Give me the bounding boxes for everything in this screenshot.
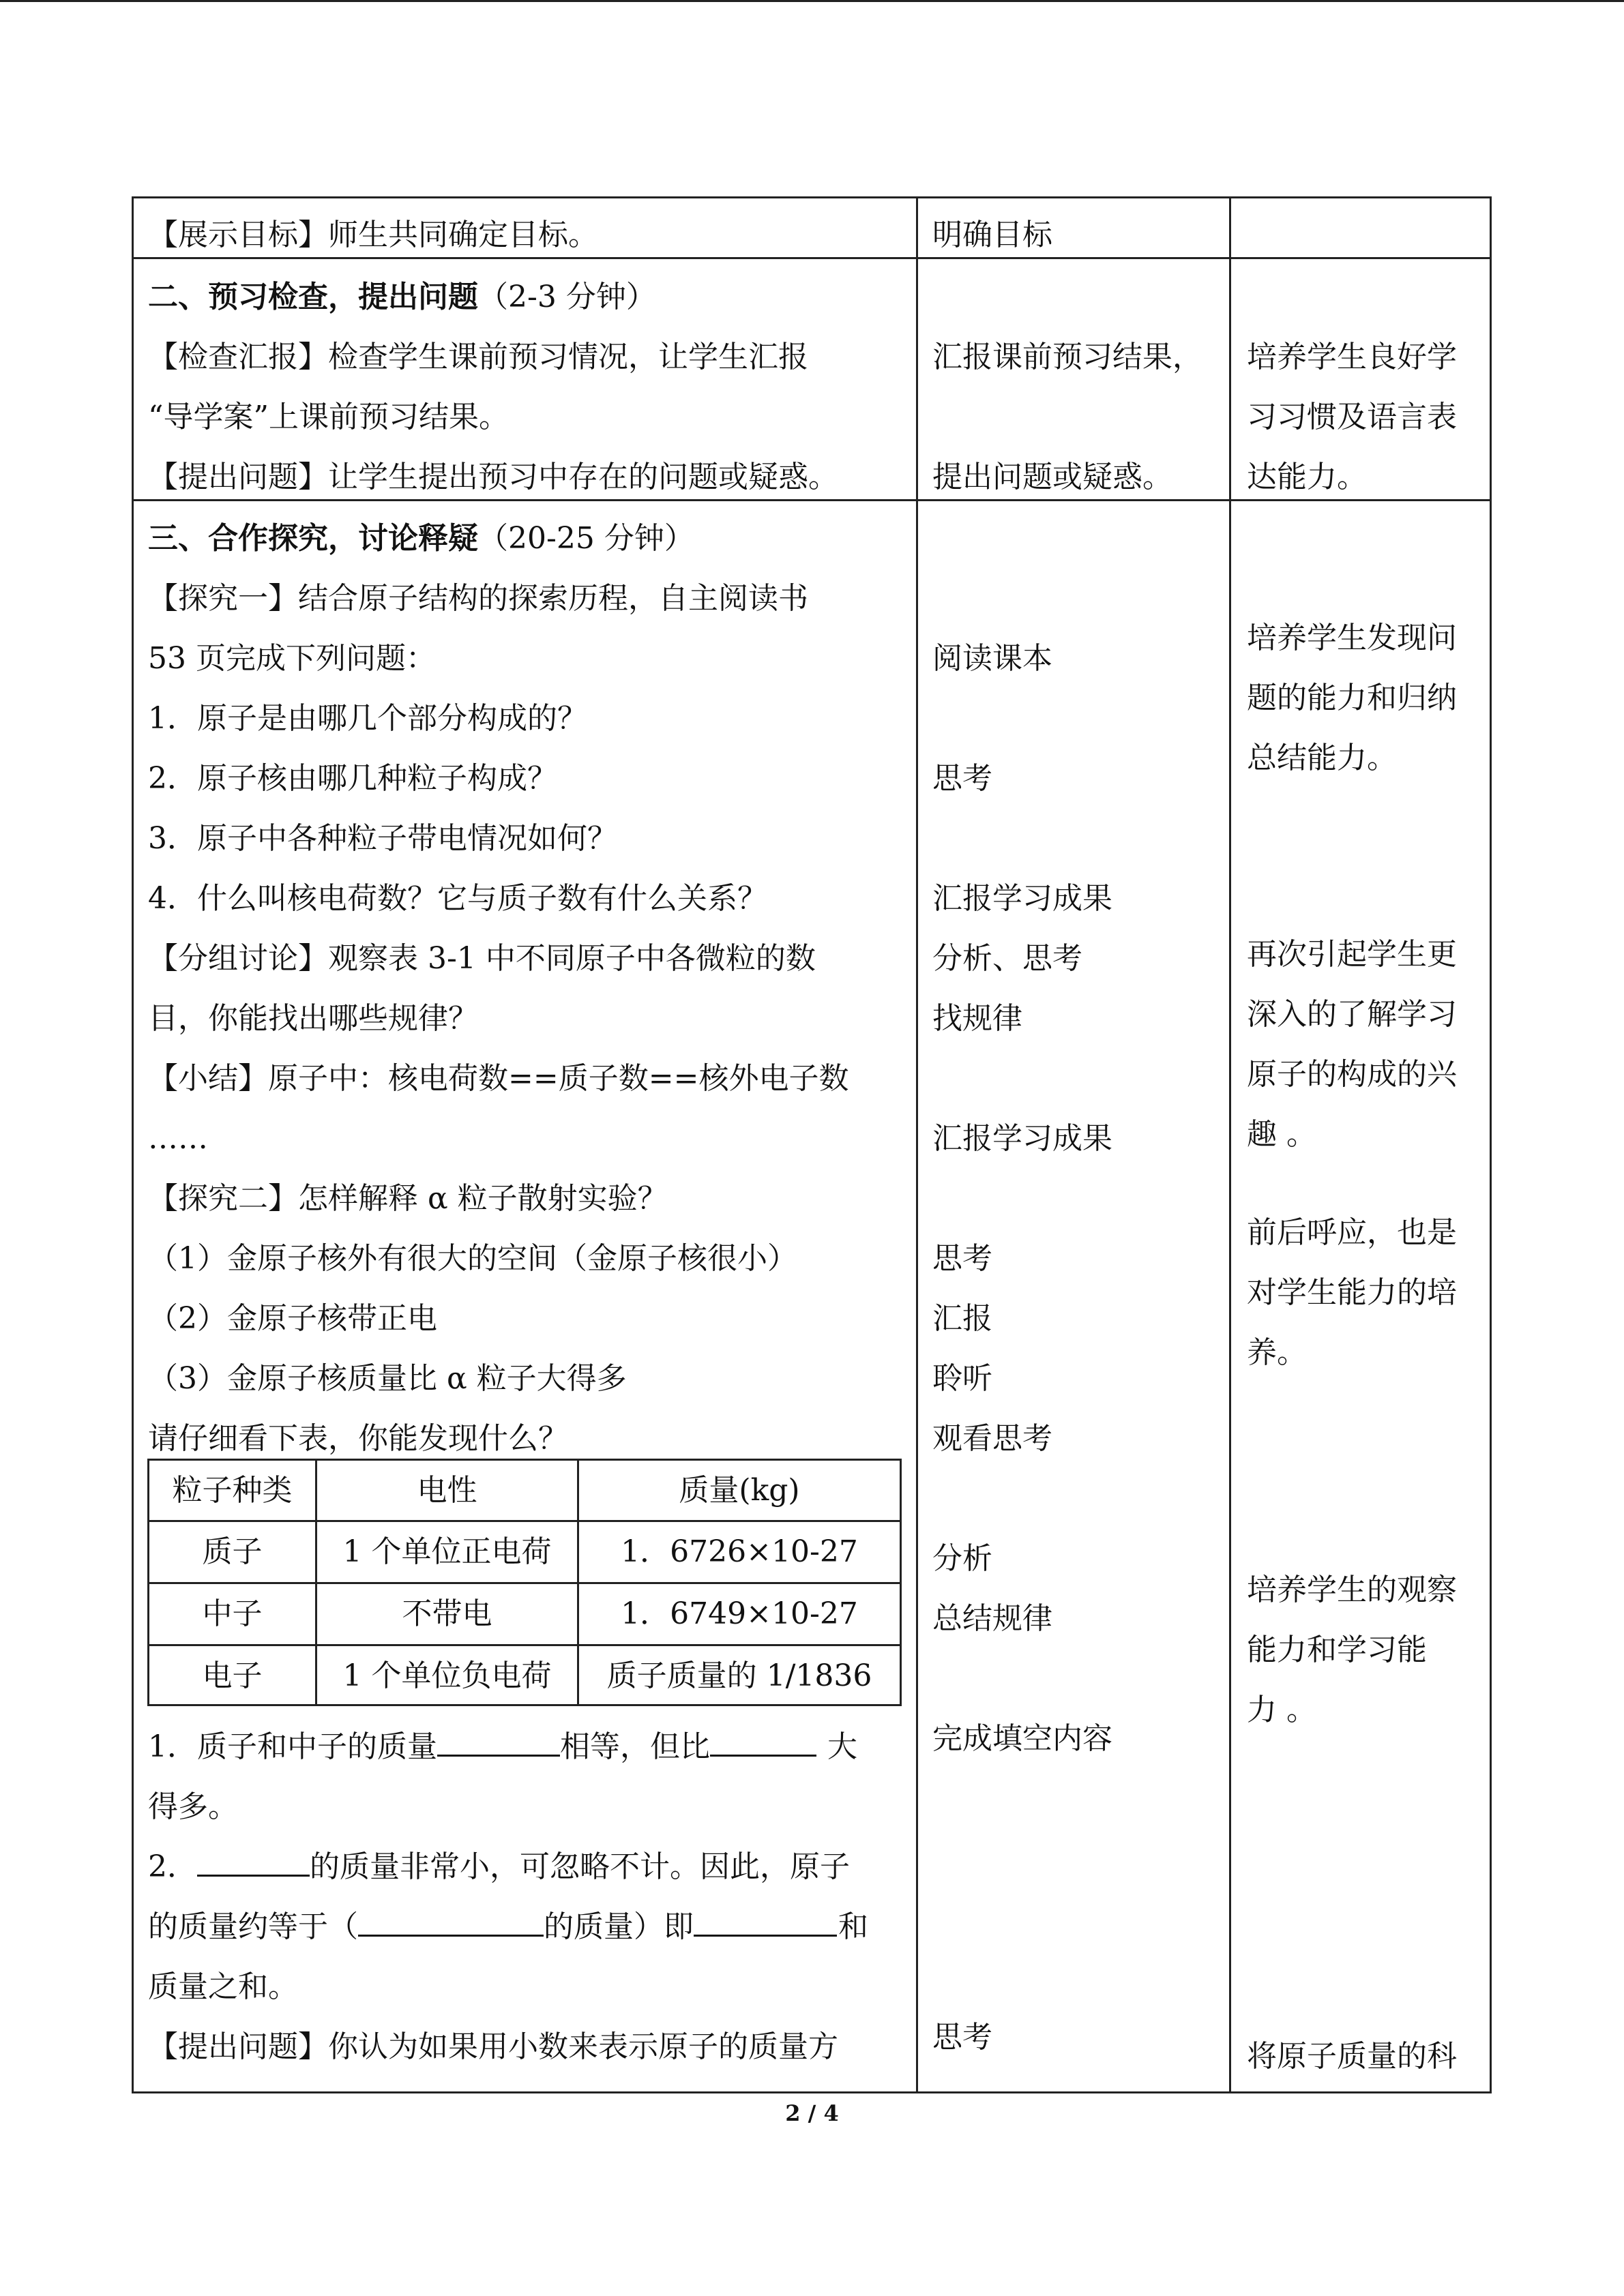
fill-text: 大 xyxy=(827,1729,857,1764)
design-intent: 培养学生良好学 xyxy=(1247,340,1457,374)
left-line: （1）金原子核外有很大的空间（金原子核很小） xyxy=(148,1241,797,1276)
student-activity: 分析、思考 xyxy=(932,941,1082,976)
left-line: …… xyxy=(148,1121,208,1156)
student-activity: 找规律 xyxy=(932,1001,1022,1036)
section-heading-preview xyxy=(148,277,656,318)
left-line: 请仔细看下表，你能发现什么？ xyxy=(148,1421,568,1456)
section-heading-explore xyxy=(148,518,694,559)
left-line: 53 页完成下列问题： xyxy=(148,641,436,676)
student-activity: 总结规律 xyxy=(932,1601,1052,1636)
design-intent: 对学生能力的培 xyxy=(1247,1275,1457,1310)
fill-text: 的质量约等于（ xyxy=(148,1909,358,1944)
design-intent: 养。 xyxy=(1247,1335,1307,1370)
table-header-cell: 粒子种类 xyxy=(172,1473,293,1508)
left-line: 【小结】原子中：核电荷数==质子数==核外电子数 xyxy=(148,1061,849,1096)
student-activity: 思考 xyxy=(932,1241,992,1276)
student-activity: 分析 xyxy=(932,1541,992,1576)
answer-blank[interactable] xyxy=(437,1727,560,1757)
table-cell: 质子质量的 1/1836 xyxy=(606,1658,872,1693)
heading-title: 三、合作探究，讨论释疑 xyxy=(148,521,478,556)
fill-text: 和 xyxy=(838,1909,868,1944)
table-cell: 1 个单位负电荷 xyxy=(342,1658,552,1693)
left-line: 【提出问题】你认为如果用小数来表示原子的质量方 xyxy=(148,2029,838,2064)
design-intent: 习习惯及语言表 xyxy=(1247,400,1457,434)
table-cell: 1 个单位正电荷 xyxy=(342,1534,552,1569)
student-activity: 聆听 xyxy=(932,1361,992,1396)
student-activity: 观看思考 xyxy=(932,1421,1052,1456)
student-activity: 思考 xyxy=(932,761,992,796)
left-line: 4．什么叫核电荷数？它与质子数有什么关系？ xyxy=(148,881,767,916)
left-line: （2）金原子核带正电 xyxy=(148,1301,437,1336)
table-header-cell: 电性 xyxy=(417,1473,477,1508)
left-line: 【分组讨论】观察表 3-1 中不同原子中各微粒的数 xyxy=(148,941,816,976)
left-line: 【探究二】怎样解释 α 粒子散射实验？ xyxy=(148,1181,668,1216)
fill-question-2-cont xyxy=(148,1907,868,1948)
left-line: 得多。 xyxy=(148,1789,238,1824)
fill-text: 1．质子和中子的质量 xyxy=(148,1729,437,1764)
left-line: 1．原子是由哪几个部分构成的？ xyxy=(148,701,587,736)
fill-text: 的质量非常小，可忽略不计。因此，原子 xyxy=(310,1849,850,1884)
table-cell: 质子 xyxy=(202,1534,263,1569)
left-line: 【检查汇报】检查学生课前预习情况，让学生汇报 xyxy=(148,340,808,374)
design-intent: 再次引起学生更 xyxy=(1247,937,1457,972)
fill-text: 2． xyxy=(148,1849,197,1884)
left-line: 【探究一】结合原子结构的探索历程，自主阅读书 xyxy=(148,581,808,616)
design-intent: 达能力。 xyxy=(1247,460,1367,494)
fill-text: 的质量）即 xyxy=(544,1909,694,1944)
particle-table xyxy=(147,1459,902,1706)
particle-table-divider xyxy=(149,1520,900,1522)
student-activity: 汇报 xyxy=(932,1301,992,1336)
heading-title: 二、预习检查，提出问题 xyxy=(148,280,478,314)
student-activity: 汇报学习成果 xyxy=(932,881,1112,916)
table-cell: 不带电 xyxy=(402,1596,492,1631)
design-intent: 能力和学习能 xyxy=(1247,1632,1427,1667)
design-intent: 题的能力和归纳 xyxy=(1247,681,1457,715)
design-intent: 原子的构成的兴 xyxy=(1247,1057,1457,1092)
table-cell: 中子 xyxy=(202,1596,263,1631)
design-intent: 力 。 xyxy=(1247,1693,1316,1727)
left-line: 质量之和。 xyxy=(148,1969,298,2004)
column-divider xyxy=(916,196,918,2093)
answer-blank[interactable] xyxy=(694,1907,837,1937)
row-divider xyxy=(132,499,1492,501)
heading-time: （2-3 分钟） xyxy=(478,280,656,314)
table-header-cell: 质量(kg) xyxy=(679,1473,800,1508)
student-activity: 汇报课前预习结果， xyxy=(932,340,1202,374)
design-intent: 培养学生发现问 xyxy=(1247,621,1457,655)
student-activity: 汇报学习成果 xyxy=(932,1121,1112,1156)
design-intent: 培养学生的观察 xyxy=(1247,1572,1457,1607)
left-line: （3）金原子核质量比 α 粒子大得多 xyxy=(148,1361,627,1396)
design-intent: 将原子质量的科 xyxy=(1247,2039,1457,2074)
left-line: “导学案”上课前预习结果。 xyxy=(148,400,509,434)
left-line: 【提出问题】让学生提出预习中存在的问题或疑惑。 xyxy=(148,460,838,494)
answer-blank[interactable] xyxy=(358,1907,544,1937)
student-activity: 思考 xyxy=(932,2020,992,2055)
fill-question-1 xyxy=(148,1727,857,1768)
goal-activity: 明确目标 xyxy=(932,218,1052,252)
table-cell: 1．6726×10-27 xyxy=(621,1534,858,1569)
goal-text: 【展示目标】师生共同确定目标。 xyxy=(148,218,598,252)
page-top-border xyxy=(0,0,1624,2)
particle-table-divider xyxy=(149,1582,900,1584)
design-intent: 趣 。 xyxy=(1247,1117,1316,1152)
row-divider xyxy=(132,257,1492,259)
heading-time: （20-25 分钟） xyxy=(478,521,694,556)
table-cell: 电子 xyxy=(202,1658,263,1693)
answer-blank[interactable] xyxy=(197,1847,310,1877)
left-line: 目，你能找出哪些规律？ xyxy=(148,1001,478,1036)
column-divider xyxy=(1229,196,1231,2093)
table-cell: 1．6749×10-27 xyxy=(621,1596,858,1631)
fill-question-2 xyxy=(148,1847,850,1888)
left-line: 3．原子中各种粒子带电情况如何？ xyxy=(148,821,617,856)
student-activity: 阅读课本 xyxy=(932,641,1052,676)
left-line: 2．原子核由哪几种粒子构成？ xyxy=(148,761,557,796)
student-activity: 完成填空内容 xyxy=(932,1721,1112,1756)
design-intent: 深入的了解学习 xyxy=(1247,997,1457,1032)
student-activity: 提出问题或疑惑。 xyxy=(932,460,1172,494)
page-number: 2 / 4 xyxy=(785,2100,839,2126)
design-intent: 总结能力。 xyxy=(1247,741,1397,775)
design-intent: 前后呼应，也是 xyxy=(1247,1215,1457,1250)
particle-table-divider xyxy=(149,1644,900,1646)
fill-text: 相等，但比 xyxy=(560,1729,710,1764)
answer-blank[interactable] xyxy=(710,1727,816,1757)
